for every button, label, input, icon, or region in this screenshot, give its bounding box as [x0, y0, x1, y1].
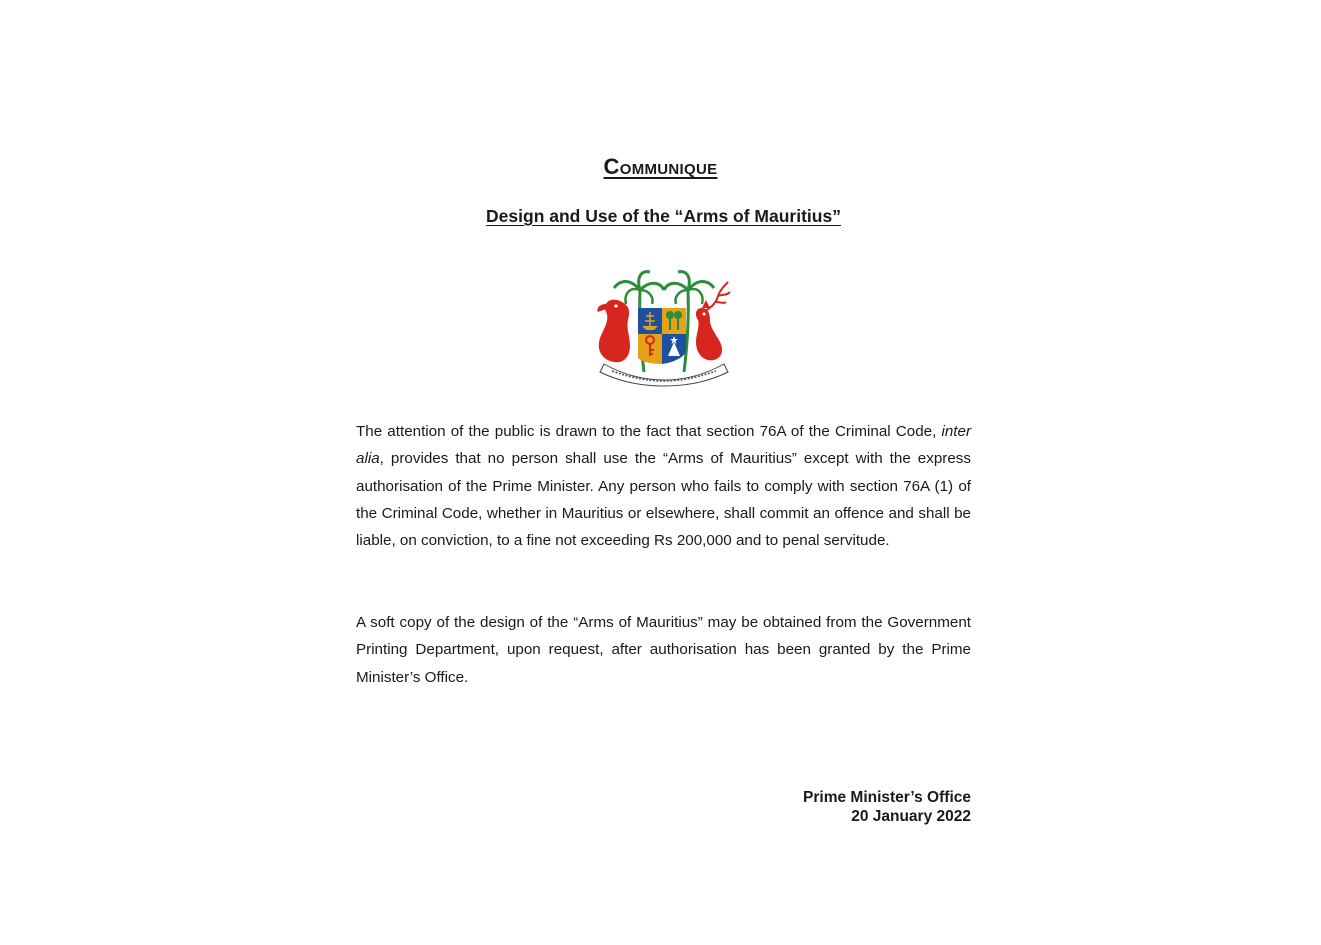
coat-of-arms-icon: [592, 268, 736, 388]
document-title: Communique: [603, 154, 718, 179]
signoff-office: Prime Minister’s Office: [803, 789, 971, 806]
paragraph-soft-copy: A soft copy of the design of the “Arms of Mauritius” may be obtained from the Government Printing Department, upon request, after authorisation has been granted by the Prime Minister’s Office.: [356, 614, 971, 686]
paragraph-1-start: The attention of the public is drawn to the fact that section 76A of the Criminal Code,: [356, 423, 942, 440]
paragraph-1-end: , provides that no person shall use the “Arms of Mauritius” except with the express authorisation of the Prime Minister. Any person who fails to comply with section 76A (1) of the Criminal Code, whether in Mauritius or elsewhere, shall commit an offence and shall be liable, on conviction, to a fine not exceeding Rs 200,000 and to penal servitude.: [356, 450, 971, 550]
document-subtitle: Design and Use of the “Arms of Mauritius”: [486, 206, 841, 226]
paragraph-1-italic: inter alia: [356, 423, 971, 468]
signoff-date: 20 January 2022: [851, 807, 971, 825]
paragraph-criminal-code: [356, 418, 971, 554]
dodo-icon: [596, 300, 630, 363]
signoff-block: [700, 789, 971, 826]
shield-icon: [638, 308, 686, 364]
motto-scroll: [600, 364, 728, 386]
